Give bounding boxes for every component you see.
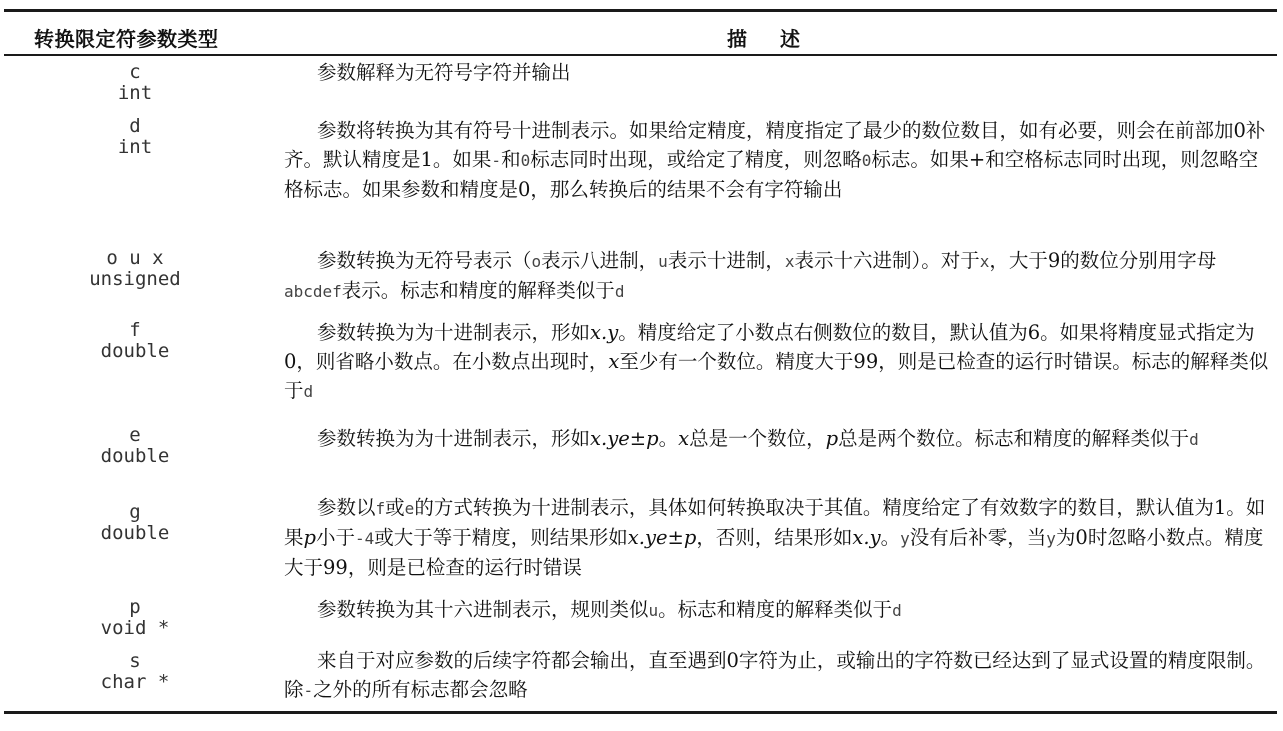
specifier-code: d <box>614 282 625 301</box>
table-row-s-spec <box>40 651 230 693</box>
description-text: 来自于对应参数的后续字符都会输出，直至遇到0字符为止，或输出的字符数已经达到了显式设置的精度限制。除 <box>284 649 1266 701</box>
table-row-d-spec <box>40 116 230 158</box>
table-row-oux-description <box>284 246 1269 306</box>
description-text: 。标志和精度的解释类似于 <box>658 598 893 621</box>
description-text: 参数转换为无符号表示（ <box>317 249 532 272</box>
specifier-code: abcdef <box>284 282 342 301</box>
table-row-g-description <box>284 493 1269 582</box>
specifier-char: p <box>129 596 141 618</box>
math-term: p <box>825 427 839 450</box>
argument-type: unsigned <box>89 268 181 290</box>
description-text: 为0时忽略小数点。精度大于99，则是已检查的运行时错误 <box>284 526 1264 579</box>
flag-code: 0 <box>861 151 872 170</box>
specifier-code: o <box>531 252 542 271</box>
description-text: 小于 <box>316 526 356 549</box>
specifier-char: s <box>129 650 141 672</box>
argument-type: void * <box>100 617 170 639</box>
math-term: x.ye±p <box>590 427 659 450</box>
specifier-code: u <box>648 601 659 620</box>
math-term: x.y <box>852 526 881 549</box>
description-text: 。精度给定了小数点右侧数位的数目，默认值为6。如果将精度显式指定为0，则省略小数点。在小数点出现时， <box>284 321 1255 373</box>
math-term: x <box>608 350 620 373</box>
description-text: ，否则，结果形如 <box>696 526 853 549</box>
specifier-code: x <box>979 252 990 271</box>
description-text: 总是一个数位， <box>689 427 826 450</box>
table-row-d-description <box>284 116 1269 204</box>
table-row-c-description <box>284 58 1269 87</box>
description-text: 标志。如果+和空格标志同时出现，则忽略空格标志。如果参数和精度是0，那么转换后的结果不会有字符输出 <box>284 148 1259 201</box>
specifier-code: f <box>375 499 386 518</box>
description-text: 的方式转换为十进制表示，具体如何转换取决于其值。精度给定了有效数字的数目，默认值为1。如果 <box>284 496 1266 549</box>
specifier-code: d <box>303 382 314 401</box>
table-row-oux-spec <box>40 248 230 290</box>
table-row-e-description <box>284 424 1269 454</box>
specifier-char: f <box>129 319 141 341</box>
description-text: 表示十六进制）。对于 <box>794 249 980 272</box>
specifier-char: g <box>129 501 141 523</box>
description-text: 表示八进制， <box>541 249 659 272</box>
specifier-code: d <box>1189 430 1199 449</box>
argument-type: double <box>100 340 170 362</box>
specifier-code: x <box>784 252 795 271</box>
math-term: x <box>678 427 690 450</box>
specifier-char: e <box>129 424 141 446</box>
description-text: 参数转换为为十进制表示，形如 <box>317 427 591 450</box>
description-text: 参数以 <box>317 496 376 519</box>
description-text: 表示。标志和精度的解释类似于 <box>341 279 615 302</box>
table-row-c-spec <box>40 62 230 104</box>
table-row-e-spec <box>40 425 230 467</box>
table-row-p-spec <box>40 597 230 639</box>
table-row-f-description <box>284 318 1269 406</box>
description-text: 没有后补零，当 <box>909 526 1047 549</box>
specifier-code: d <box>892 601 902 620</box>
value-code: y <box>900 529 910 548</box>
table-bottom-rule <box>4 711 1277 714</box>
description-text: 。 <box>658 427 679 450</box>
header-description-column: 描述 <box>727 27 833 51</box>
flag-code: 0 <box>520 151 531 170</box>
description-text: 标志同时出现，或给定了精度，则忽略 <box>530 148 862 171</box>
description-text: 至少有一个数位。精度大于99，则是已检查的运行时错误。标志的解释类似于 <box>284 350 1269 402</box>
table-row-p-description <box>284 595 1269 625</box>
description-text: 参数转换为其十六进制表示，规则类似 <box>317 598 649 621</box>
description-text: 参数将转换为其有符号十进制表示。如果给定精度，精度指定了最少的数位数目，如有必要，则会在前部加0补齐。默认精度是1。如果 <box>284 119 1266 171</box>
description-text: 。 <box>880 526 901 549</box>
specifier-char: d <box>129 115 141 137</box>
value-code: -4 <box>355 529 375 548</box>
description-text: 或大于等于精度，则结果形如 <box>374 526 628 549</box>
specifier-char: o u x <box>106 247 164 269</box>
flag-code: - <box>303 681 314 700</box>
table-row-s-description <box>284 646 1269 705</box>
table-row-g-spec <box>40 502 230 544</box>
description-text: 之外的所有标志都会忽略 <box>313 678 528 701</box>
table-row-f-spec <box>40 320 230 362</box>
math-term: x.ye±p <box>627 526 697 549</box>
description-text: 参数解释为无符号字符并输出 <box>317 61 571 84</box>
description-text: 或 <box>385 496 405 519</box>
description-text: 和 <box>501 148 521 171</box>
argument-type: char * <box>100 671 170 693</box>
flag-code: - <box>491 151 502 170</box>
specifier-code: u <box>658 252 668 271</box>
table-top-rule <box>4 9 1277 12</box>
math-term: x.y <box>590 321 619 344</box>
value-code: y <box>1046 529 1056 548</box>
argument-type: double <box>100 522 170 544</box>
table-header-rule <box>4 54 1277 56</box>
specifier-code: e <box>404 499 415 518</box>
description-text: ，大于9的数位分别用字母 <box>989 249 1217 272</box>
description-text: 总是两个数位。标志和精度的解释类似于 <box>838 427 1190 450</box>
description-text: 参数转换为为十进制表示，形如 <box>317 321 591 344</box>
argument-type: double <box>100 445 170 467</box>
header-type-column: 转换限定符参数类型 <box>34 27 219 51</box>
argument-type: int <box>117 136 153 158</box>
math-term: p <box>303 526 316 549</box>
argument-type: int <box>117 82 153 104</box>
specifier-char: c <box>129 61 141 83</box>
description-text: 表示十进制， <box>667 249 785 272</box>
